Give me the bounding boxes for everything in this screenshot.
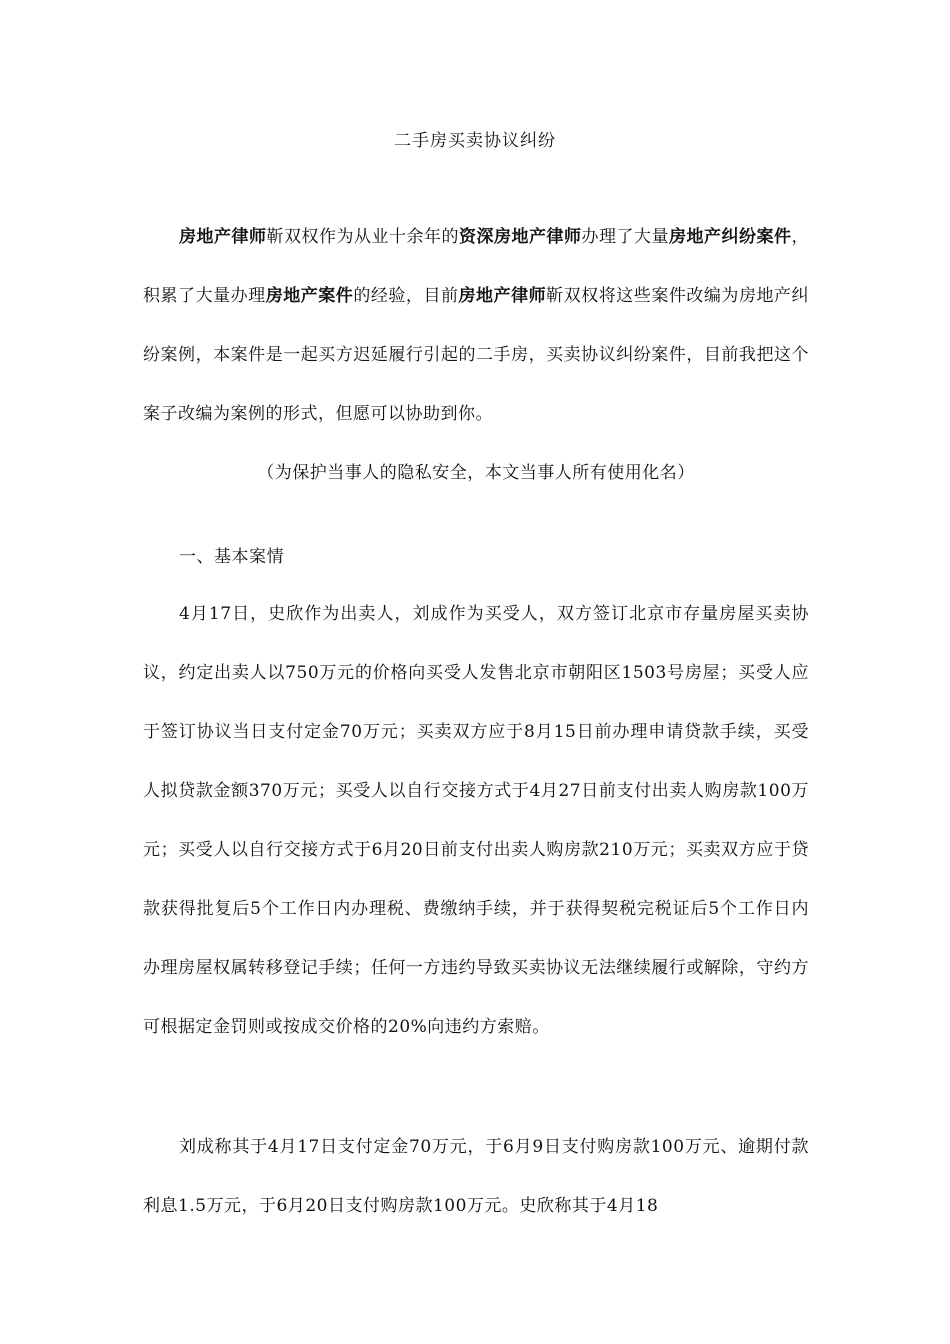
intro-segment: 办理了大量 [581,227,669,247]
intro-segment: 房地产纠纷案件 [669,227,792,247]
case-paragraph: 刘成称其于4月17日支付定金70万元，于6月9日支付购房款100万元、逾期付款利息1.5万元，于6月20日支付购房款100万元。史欣称其于4月18 [143,1137,809,1216]
document-title: 二手房买卖协议纠纷 [394,131,556,151]
intro-segment: 的经验，目前 [353,286,459,306]
privacy-note: （为保护当事人的隐私安全，本文当事人所有使用化名） [257,463,695,483]
intro-segment: 靳双权将这些案件改编为房地产纠纷案例，本案件是一起买方迟延履行引起的二手房，买卖协议纠纷案件，目前我把这个案子改编为案例的形式，但愿可以协助到你。 [143,286,810,424]
case-paragraph: 4月17日，史欣作为出卖人，刘成作为买受人，双方签订北京市存量房屋买卖协议，约定出卖人以750万元的价格向买受人发售北京市朝阳区1503号房屋；买受人应于签订协议当日支付定金70万元；买卖双方应于8月15日前办理申请贷款手续，买受人拟贷款金额370万元；买受人以自行交接方式于4月27日前支付出卖人购房款100万元；买受人以自行交接方式于6月20日前支付出卖人购房款210万元；买卖双方应于贷款获得批复后5个工作日内办理税、费缴纳手续，并于获得契税完税证后5个工作日内办理房屋权属转移登记手续；任何一方违约导致买卖协议无法继续履行或解除，守约方可根据定金罚则或按成交价格的20%向违约方索赔。 [143,604,809,1037]
intro-segment: 靳双权作为从业十余年的 [266,227,459,247]
section-heading: 一、基本案情 [179,547,284,567]
intro-segment: 房地产律师 [458,286,547,306]
intro-paragraph [143,208,809,444]
intro-segment: 房地产案件 [265,286,354,306]
intro-segment: ，积累了大量办理 [143,227,809,306]
intro-segment: 资深房地产律师 [459,227,582,247]
intro-segment: 房地产律师 [179,227,267,247]
